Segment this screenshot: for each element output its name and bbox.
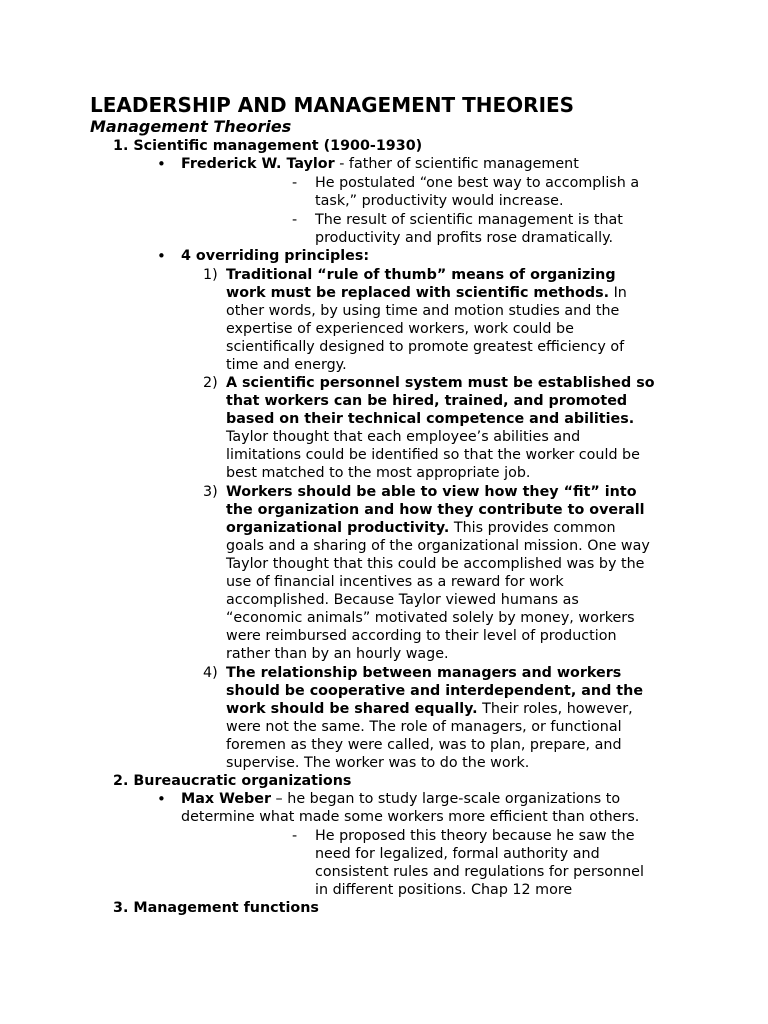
taylor-bullet: [181, 155, 579, 173]
weber-name: Max Weber: [181, 791, 272, 807]
dash-icon: -: [292, 212, 298, 228]
principle-number: 3): [203, 484, 218, 500]
principle-number: 2): [203, 375, 218, 391]
principle-4-line5: foremen as they were called, was to plan, prepare, and: [226, 737, 622, 753]
weber-sub-line1: He proposed this theory because he saw the: [315, 828, 635, 844]
weber-sub-line3: consistent rules and regulations for personnel: [315, 864, 644, 880]
bullet-icon: •: [157, 155, 166, 173]
principle-2-line1: A scientific personnel system must be established so: [226, 375, 655, 391]
bullet-icon: •: [157, 790, 166, 808]
bullet-icon: •: [157, 247, 166, 265]
principle-3-line7: accomplished. Because Taylor viewed humans as: [226, 592, 579, 608]
principle-2-line2: that workers can be hired, trained, and promoted: [226, 393, 628, 409]
dash-icon: -: [292, 175, 298, 191]
principle-2-line6: best matched to the most appropriate job.: [226, 465, 531, 481]
principle-2-line5: limitations could be identified so that the worker could be: [226, 447, 640, 463]
principle-3-bold: organizational productivity.: [226, 520, 450, 536]
taylor-sub1-line2: task,” productivity would increase.: [315, 193, 564, 209]
principle-1-line4: expertise of experienced workers, work could be: [226, 321, 574, 337]
principle-4-line4: were not the same. The role of managers, or functional: [226, 719, 622, 735]
section-title: Management functions: [133, 900, 319, 916]
principle-3-line1: Workers should be able to view how they “fit” into: [226, 484, 637, 500]
section-2-heading: [113, 772, 351, 790]
section-number: 3.: [113, 900, 129, 916]
principle-3-line2: the organization and how they contribute to overall: [226, 502, 645, 518]
taylor-sub2-line1: The result of scientific management is that: [315, 212, 623, 228]
principle-3-line3: [226, 519, 616, 537]
section-title: Scientific management (1900-1930): [133, 138, 423, 154]
principle-1-line3: other words, by using time and motion studies and the: [226, 303, 620, 319]
principle-3-line6: use of financial incentives as a reward for work: [226, 574, 564, 590]
weber-sub-line2: need for legalized, formal authority and: [315, 846, 600, 862]
document-title: LEADERSHIP AND MANAGEMENT THEORIES: [90, 93, 575, 117]
principle-4-line3: [226, 700, 633, 718]
principle-4-line1: The relationship between managers and workers: [226, 665, 622, 681]
weber-desc: – he began to study large-scale organizations to: [271, 791, 621, 807]
principle-1-line2: [226, 284, 627, 302]
section-1-heading: [113, 137, 422, 155]
taylor-name: Frederick W. Taylor: [181, 156, 335, 172]
principle-4-line2: should be cooperative and interdependent, and the: [226, 683, 644, 699]
weber-bullet: [181, 790, 620, 808]
principle-1-text: In: [609, 285, 627, 301]
principle-1-line6: time and energy.: [226, 357, 347, 373]
principle-3-line10: rather than by an hourly wage.: [226, 646, 449, 662]
principle-4-line6: supervise. The worker was to do the work.: [226, 755, 530, 771]
principle-2-line3: based on their technical competence and abilities.: [226, 411, 635, 427]
principle-number: 4): [203, 665, 218, 681]
principle-1-line5: scientifically designed to promote greatest efficiency of: [226, 339, 625, 355]
principle-3-text: This provides common: [449, 520, 616, 536]
taylor-sub1-line1: He postulated “one best way to accomplish a: [315, 175, 640, 191]
section-title: Bureaucratic organizations: [133, 773, 352, 789]
principle-2-line4: Taylor thought that each employee’s abilities and: [226, 429, 581, 445]
principle-1-bold: work must be replaced with scientific methods.: [226, 285, 610, 301]
principle-3-line9: were reimbursed according to their level of production: [226, 628, 617, 644]
principle-4-text: Their roles, however,: [477, 701, 633, 717]
principle-3-line5: Taylor thought that this could be accomplished was by the: [226, 556, 645, 572]
weber-desc-line2: determine what made some workers more efficient than others.: [181, 809, 640, 825]
weber-sub-line4: in different positions. Chap 12 more: [315, 882, 573, 898]
principle-4-bold: work should be shared equally.: [226, 701, 478, 717]
taylor-desc: - father of scientific management: [334, 156, 579, 172]
section-number: 2.: [113, 773, 129, 789]
principle-3-line8: “economic animals” motivated solely by money, workers: [226, 610, 635, 626]
document-subtitle: Management Theories: [90, 117, 292, 136]
section-3-heading: [113, 899, 319, 917]
dash-icon: -: [292, 828, 298, 844]
section-number: 1.: [113, 138, 129, 154]
principle-number: 1): [203, 267, 218, 283]
principles-heading: 4 overriding principles:: [181, 248, 370, 264]
taylor-sub2-line2: productivity and profits rose dramatically.: [315, 230, 614, 246]
principle-1-line1: Traditional “rule of thumb” means of organizing: [226, 267, 616, 283]
principle-3-line4: goals and a sharing of the organizational mission. One way: [226, 538, 650, 554]
